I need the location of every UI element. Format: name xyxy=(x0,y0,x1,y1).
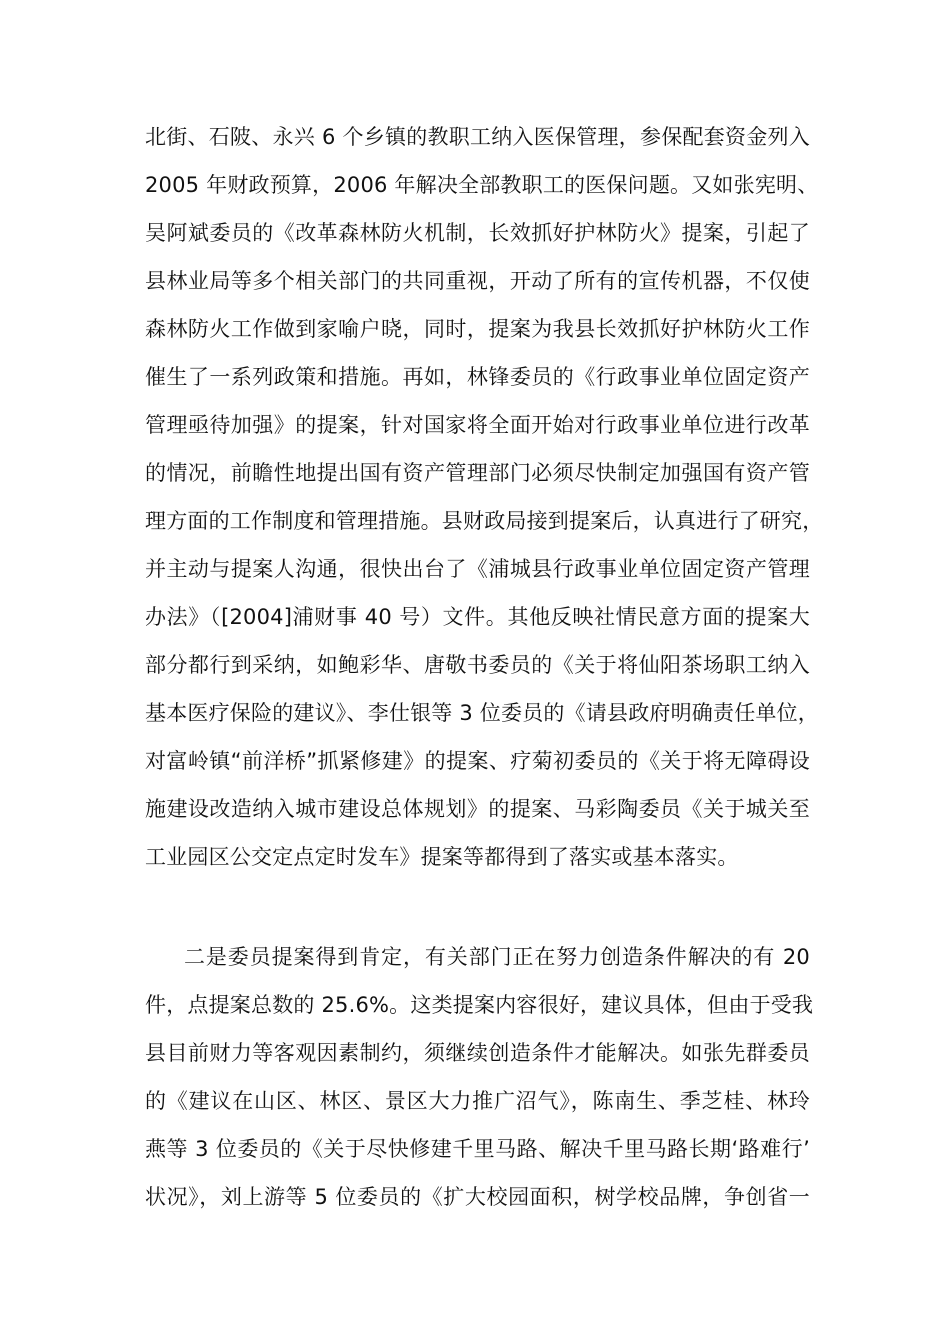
paragraph-1-line-15: 施建设改造纳入城市建设总体规划》的提案、马彩陶委员《关于城关至 xyxy=(145,797,810,821)
paragraph-1-line-7: 管理亟待加强》的提案，针对国家将全面开始对行政事业单位进行改革 xyxy=(145,413,810,437)
paragraph-1-line-3: 吴阿斌委员的《改革森林防火机制，长效抓好护林防火》提案，引起了 xyxy=(145,221,810,245)
paragraph-1-line-6: 催生了一系列政策和措施。再如，林锋委员的《行政事业单位固定资产 xyxy=(145,365,810,389)
paragraph-1-line-9: 理方面的工作制度和管理措施。县财政局接到提案后，认真进行了研究， xyxy=(145,509,824,533)
paragraph-2-line-5: 燕等 3 位委员的《关于尽快修建千里马路、解决千里马路长期‘路难行’ xyxy=(145,1137,810,1161)
paragraph-1-line-2: 2005 年财政预算，2006 年解决全部教职工的医保问题。又如张宪明、 xyxy=(145,173,819,197)
paragraph-1-line-16: 工业园区公交定点定时发车》提案等都得到了落实或基本落实。 xyxy=(145,845,739,869)
paragraph-1-line-12: 部分都行到采纳，如鲍彩华、唐敬书委员的《关于将仙阳茶场职工纳入 xyxy=(145,653,810,677)
paragraph-1-line-5: 森林防火工作做到家喻户晓，同时，提案为我县长效抓好护林防火工作 xyxy=(145,317,810,341)
paragraph-2-line-6: 状况》，刘上游等 5 位委员的《扩大校园面积，树学校品牌，争创省一 xyxy=(145,1185,810,1209)
paragraph-1-line-13: 基本医疗保险的建议》、李仕银等 3 位委员的《请县政府明确责任单位， xyxy=(145,701,820,725)
paragraph-1-line-1: 北街、石陂、永兴 6 个乡镇的教职工纳入医保管理，参保配套资金列入 xyxy=(145,125,810,149)
paragraph-1-line-11: 办法》（[2004]浦财事 40 号）文件。其他反映社情民意方面的提案大 xyxy=(145,605,810,629)
paragraph-2-line-1: 二是委员提案得到肯定，有关部门正在努力创造条件解决的有 20 xyxy=(184,945,810,969)
paragraph-1-line-10: 并主动与提案人沟通，很快出台了《浦城县行政事业单位固定资产管理 xyxy=(145,557,810,581)
paragraph-1-line-14: 对富岭镇“前洋桥”抓紧修建》的提案、疗菊初委员的《关于将无障碍设 xyxy=(145,749,810,773)
paragraph-2-line-3: 县目前财力等客观因素制约，须继续创造条件才能解决。如张先群委员 xyxy=(145,1041,810,1065)
paragraph-1-line-8: 的情况，前瞻性地提出国有资产管理部门必须尽快制定加强国有资产管 xyxy=(145,461,810,485)
paragraph-2-line-4: 的《建议在山区、林区、景区大力推广沼气》，陈南生、季芝桂、林玲 xyxy=(145,1089,810,1113)
paragraph-2-line-2: 件，点提案总数的 25.6%。这类提案内容很好，建议具体，但由于受我 xyxy=(145,993,814,1017)
paragraph-1-line-4: 县林业局等多个相关部门的共同重视，开动了所有的宣传机器，不仅使 xyxy=(145,269,810,293)
